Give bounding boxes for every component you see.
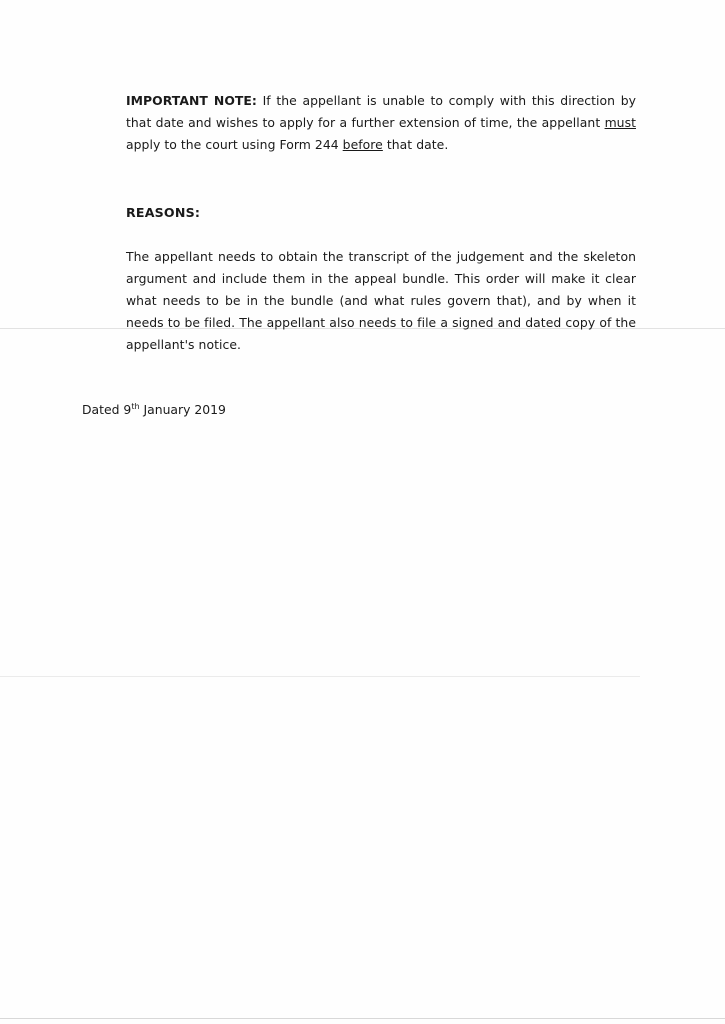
date-line bbox=[82, 402, 226, 417]
reasons-paragraph: The appellant needs to obtain the transcript of the judgement and the skeleton argument and include them in the appeal bundle. This order will make it clear what needs to be in the bundle (and what rules govern that), and by when it needs to be filed. The appellant also needs to file a signed and dated copy of the appellant's notice. bbox=[126, 249, 636, 352]
reasons-heading: REASONS: bbox=[126, 205, 201, 220]
date-rest: January 2019 bbox=[139, 402, 226, 417]
scan-line-artifact bbox=[0, 1018, 725, 1019]
date-ordinal-suffix: th bbox=[131, 402, 140, 411]
important-note-text: that date. bbox=[382, 137, 449, 152]
important-note-label: IMPORTANT NOTE: bbox=[126, 93, 257, 108]
important-note-text: If the appellant is unable to comply with this direction by that date and wishes to apply for a further extension of time, the appellant bbox=[126, 93, 636, 130]
before-underlined: before bbox=[342, 137, 383, 152]
important-note-text: apply to the court using Form 244 bbox=[126, 137, 343, 152]
date-prefix: Dated 9 bbox=[82, 402, 132, 417]
important-note-paragraph bbox=[126, 90, 636, 156]
must-underlined: must bbox=[604, 115, 636, 130]
scan-line-artifact bbox=[0, 676, 640, 677]
